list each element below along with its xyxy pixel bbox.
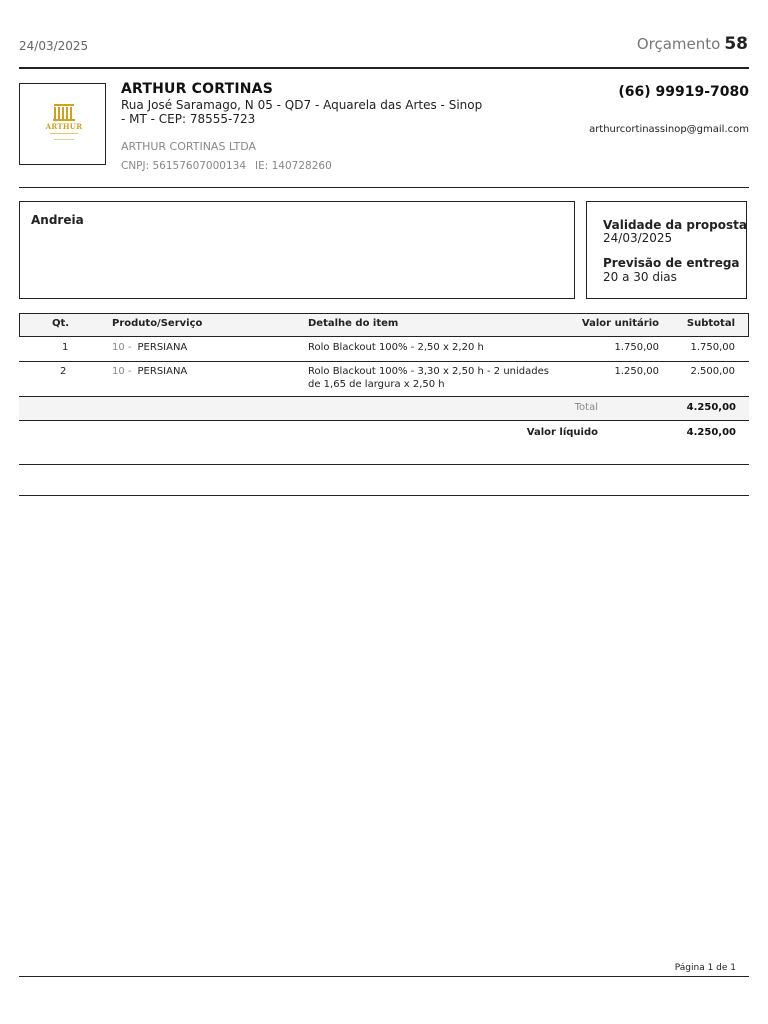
net-value-row xyxy=(19,421,749,445)
company-phone: (66) 99919-7080 xyxy=(618,84,749,100)
row-qty: 1 xyxy=(62,342,69,353)
net-value-label: Valor líquido xyxy=(526,427,598,438)
row-product-code: 10 - xyxy=(112,342,132,353)
quote-label: Orçamento xyxy=(636,35,721,53)
client-name: Andreia xyxy=(31,213,84,227)
row-detail-continued: de 1,65 de largura x 2,50 h xyxy=(308,379,445,390)
col-detail-header: Detalhe do item xyxy=(308,318,399,329)
company-legal-name: ARTHUR CORTINAS LTDA xyxy=(121,140,257,153)
net-value: 4.250,00 xyxy=(686,427,736,438)
row-product-code: 10 - xyxy=(112,366,132,377)
row-product xyxy=(112,342,187,353)
validity-label: Validade da proposta xyxy=(603,218,747,232)
row-qty: 2 xyxy=(60,366,67,377)
row-subtotal: 2.500,00 xyxy=(690,366,735,377)
row-product-name: PERSIANA xyxy=(137,342,188,353)
validity-value: 24/03/2025 xyxy=(603,231,673,245)
company-address: Rua José Saramago, N 05 - QD7 - Aquarela das Artes - Sinop - MT - CEP: 78555-723 xyxy=(121,98,483,126)
col-qty-header: Qt. xyxy=(52,318,70,329)
company-logo-frame xyxy=(19,83,106,165)
logo-text: ARTHUR xyxy=(45,122,83,131)
footer-divider xyxy=(19,976,749,977)
arthur-cortinas-logo-icon xyxy=(40,100,88,148)
delivery-value: 20 a 30 dias xyxy=(603,270,677,284)
company-name: ARTHUR CORTINAS xyxy=(121,81,273,97)
company-ie: IE: 140728260 xyxy=(255,160,332,172)
row-detail: Rolo Blackout 100% - 3,30 x 2,50 h - 2 unidades xyxy=(308,366,549,377)
row-subtotal: 1.750,00 xyxy=(690,342,735,353)
page-number: Página 1 de 1 xyxy=(674,963,736,973)
company-email: arthurcortinassinop@gmail.com xyxy=(589,124,749,135)
section-divider xyxy=(19,495,749,496)
section-divider xyxy=(19,464,749,465)
quote-title xyxy=(637,34,748,54)
company-cnpj: CNPJ: 56157607000134 xyxy=(121,160,247,172)
col-subtotal-header: Subtotal xyxy=(686,318,735,329)
document-date: 24/03/2025 xyxy=(19,39,89,53)
total-value: 4.250,00 xyxy=(686,402,736,413)
proposal-info-box xyxy=(586,201,747,299)
client-box xyxy=(19,201,575,299)
total-label: Total xyxy=(574,402,598,413)
company-divider xyxy=(19,187,749,188)
col-unit-price-header: Valor unitário xyxy=(581,318,659,329)
table-row xyxy=(19,361,749,397)
row-detail: Rolo Blackout 100% - 2,50 x 2,20 h xyxy=(308,342,484,353)
row-unit-price: 1.250,00 xyxy=(614,366,659,377)
quote-number: 58 xyxy=(724,34,748,54)
items-table-header xyxy=(19,313,749,337)
total-row xyxy=(19,397,749,420)
header-divider xyxy=(19,67,749,69)
row-product-name: PERSIANA xyxy=(137,366,188,377)
delivery-label: Previsão de entrega xyxy=(603,256,740,270)
row-unit-price: 1.750,00 xyxy=(614,342,659,353)
table-row xyxy=(19,337,749,361)
row-product xyxy=(112,366,187,377)
col-product-header: Produto/Serviço xyxy=(112,318,203,329)
company-ids xyxy=(121,160,332,172)
